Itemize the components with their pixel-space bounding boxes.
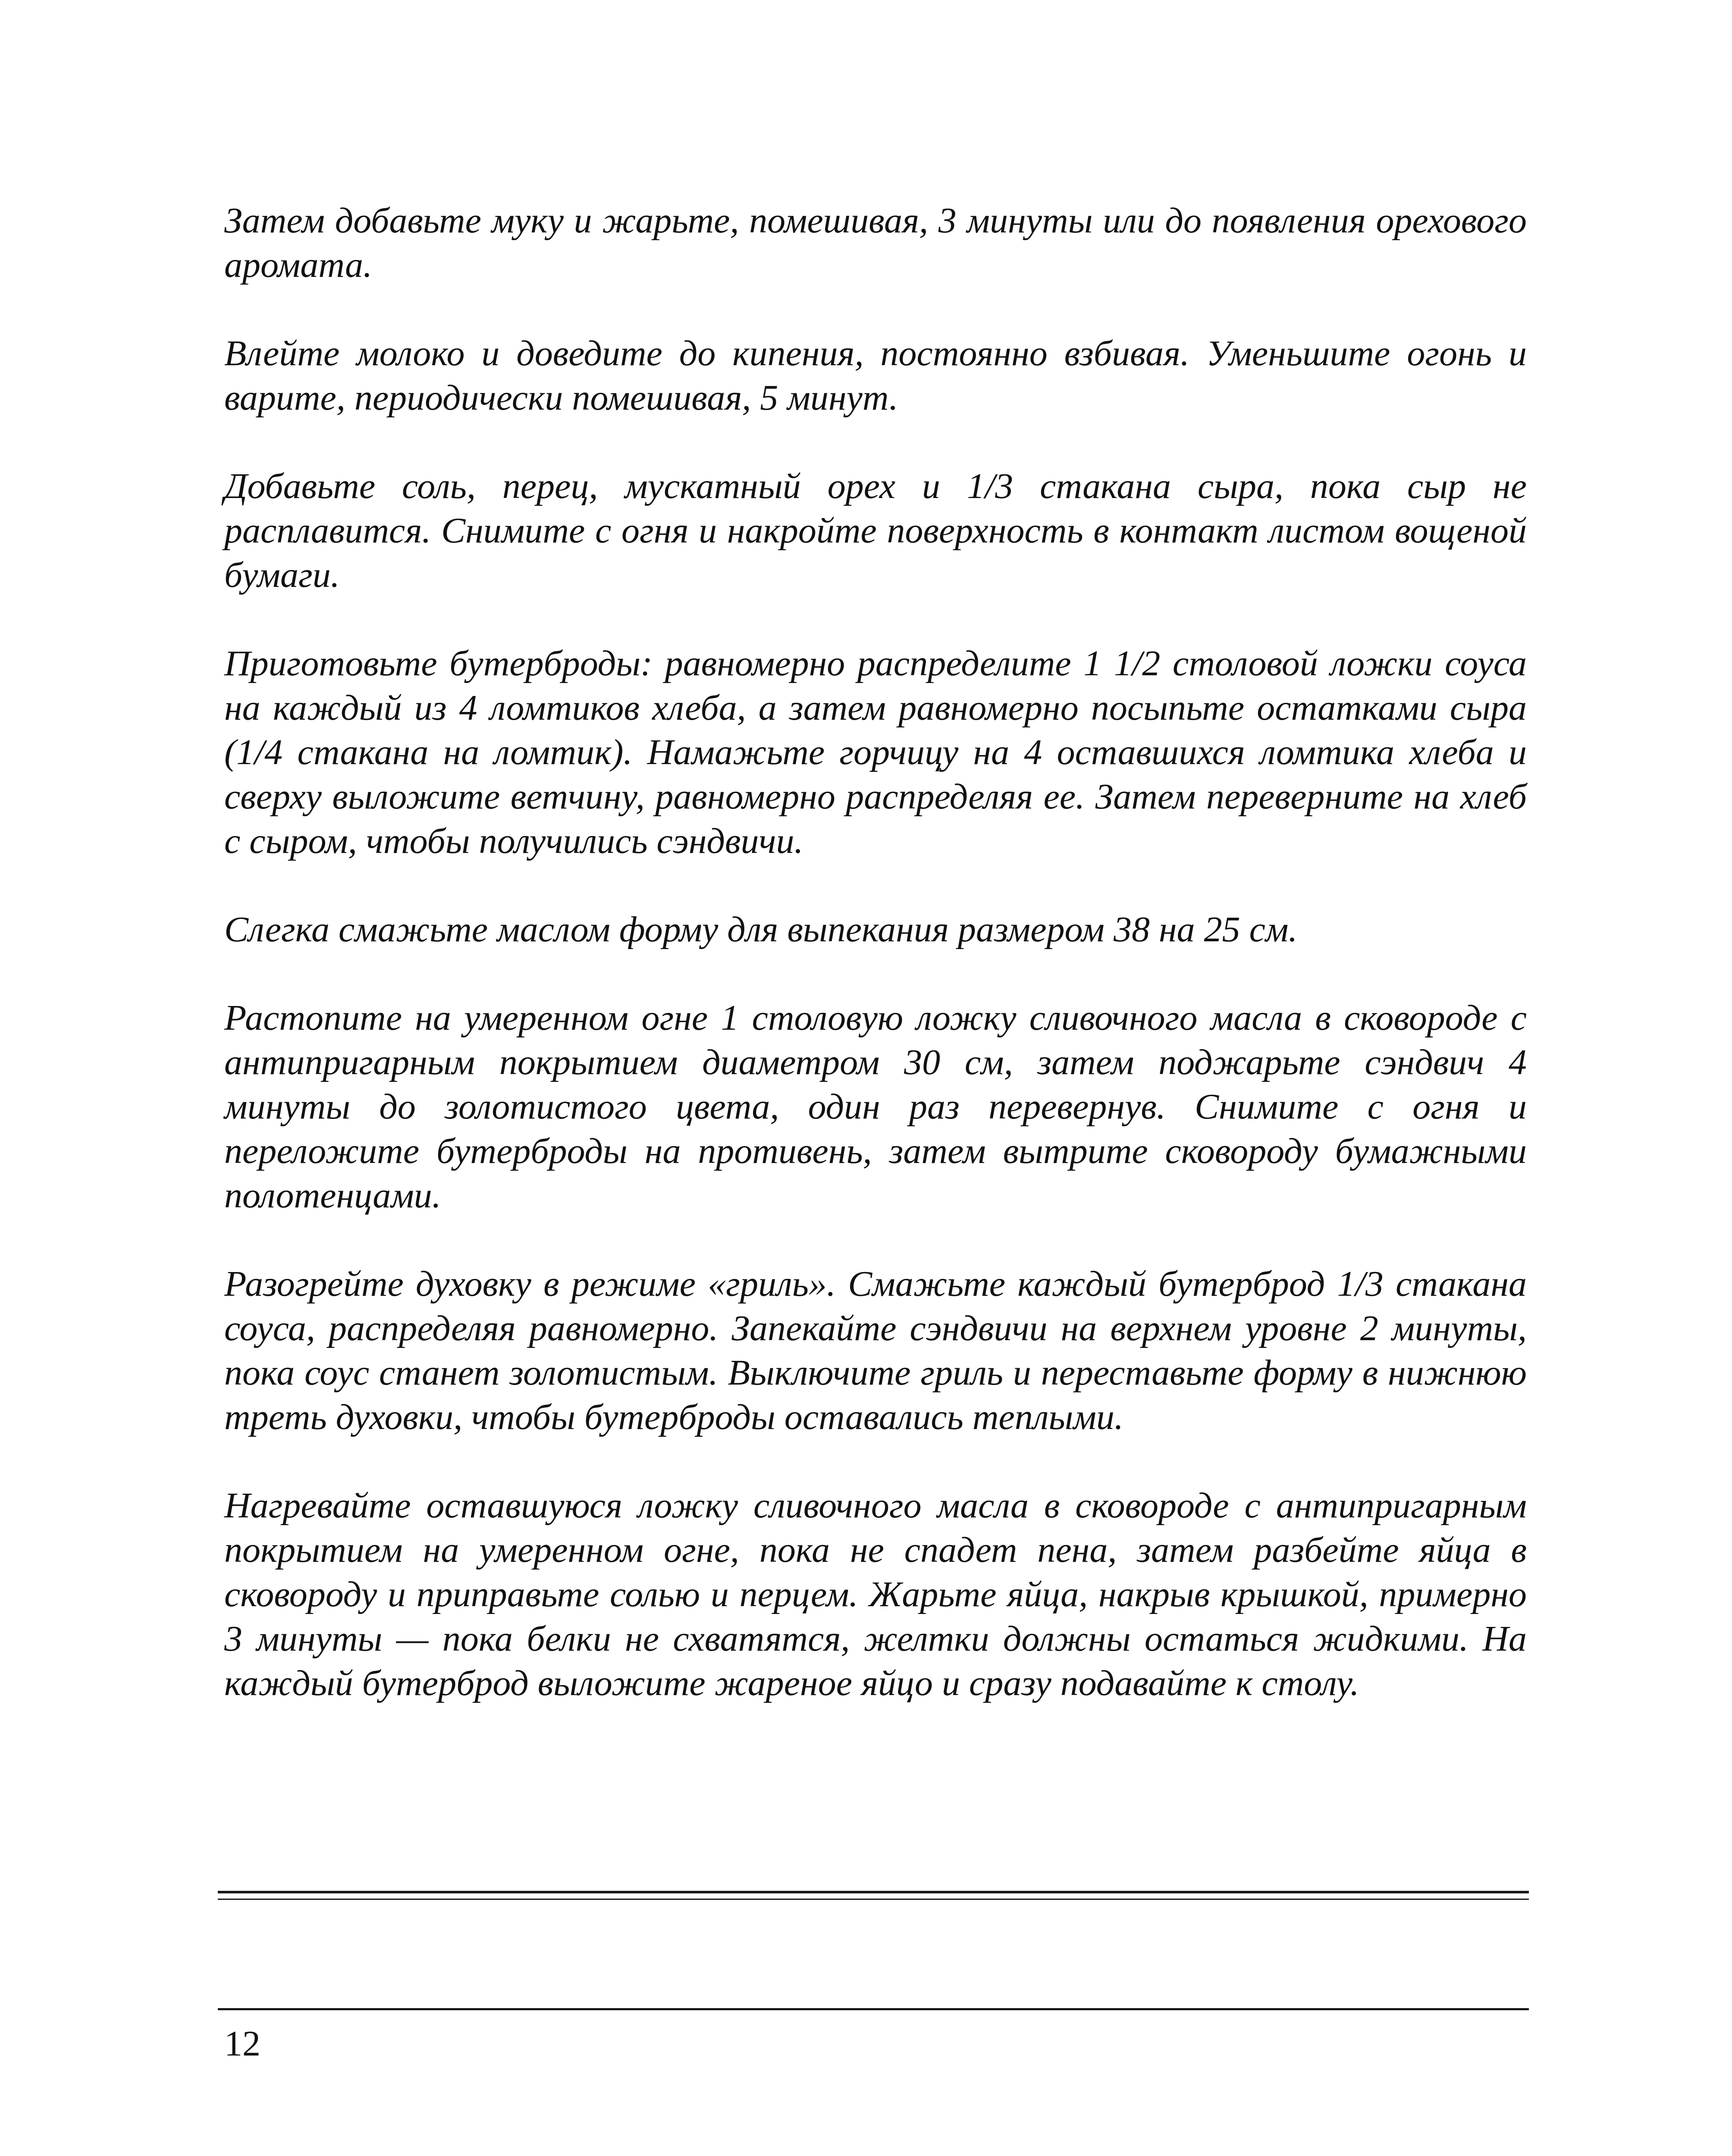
paragraph-milk: Влейте молоко и доведите до кипения, постоянно взбивая. Уменьшите огонь и варите, периодически помешивая, 5 минут.	[224, 333, 1527, 418]
paragraph-frying: Растопите на умеренном огне 1 столовую ложку сливочного масла в сковороде с антипригарным покрытием диаметром 30 см, затем поджарьте сэндвич 4 минуты до золотистого цвета, один раз перевернув. Снимите с огня и переложите бутерброды на противень, затем вытрите сковороду бумажными полотенцами.	[224, 998, 1527, 1216]
paragraph-flour: Затем добавьте муку и жарьте, помешивая, 3 минуты или до появления орехового аромата.	[224, 201, 1527, 285]
footer-divider	[218, 2008, 1529, 2010]
recipe-body	[224, 198, 1527, 1705]
paragraph-grill: Разогрейте духовку в режиме «гриль». Смажьте каждый бутерброд 1/3 стакана соуса, распределяя равномерно. Запекайте сэндвичи на верхнем уровне 2 минуты, пока соус станет золотистым. Выключите гриль и переставьте форму в нижнюю треть духовки, чтобы бутерброды оставались теплыми.	[224, 1264, 1527, 1437]
section-divider-thin	[218, 1899, 1529, 1900]
page-number: 12	[224, 2024, 260, 2064]
paragraph-baking-dish: Слегка смажьте маслом форму для выпекания размером 38 на 25 см.	[224, 909, 1298, 950]
paragraph-eggs: Нагревайте оставшуюся ложку сливочного масла в сковороде с антипригарным покрытием на умеренном огне, пока не спадет пена, затем разбейте яйца в сковороду и приправьте солью и перцем. Жарьте яйца, накрыв крышкой, примерно 3 минуты — пока белки не схватятся, желтки должны остаться жидкими. На каждый бутерброд выложите жареное яйцо и сразу подавайте к столу.	[224, 1485, 1527, 1703]
section-divider-thick	[218, 1891, 1529, 1893]
paragraph-sandwich-assembly: Приготовьте бутерброды: равномерно распределите 1 1/2 столовой ложки соуса на каждый из 4 ломтиков хлеба, а затем равномерно посыпьте остатками сыра (1/4 стакана на ломтик). Намажьте горчицу на 4 оставшихся ломтика хлеба и сверху выложите ветчину, равномерно распределяя ее. Затем переверните на хлеб с сыром, чтобы получились сэндвичи.	[224, 643, 1527, 861]
paragraph-seasoning: Добавьте соль, перец, мускатный орех и 1/3 стакана сыра, пока сыр не расплавится. Снимите с огня и накройте поверхность в контакт листом вощеной бумаги.	[224, 466, 1527, 595]
